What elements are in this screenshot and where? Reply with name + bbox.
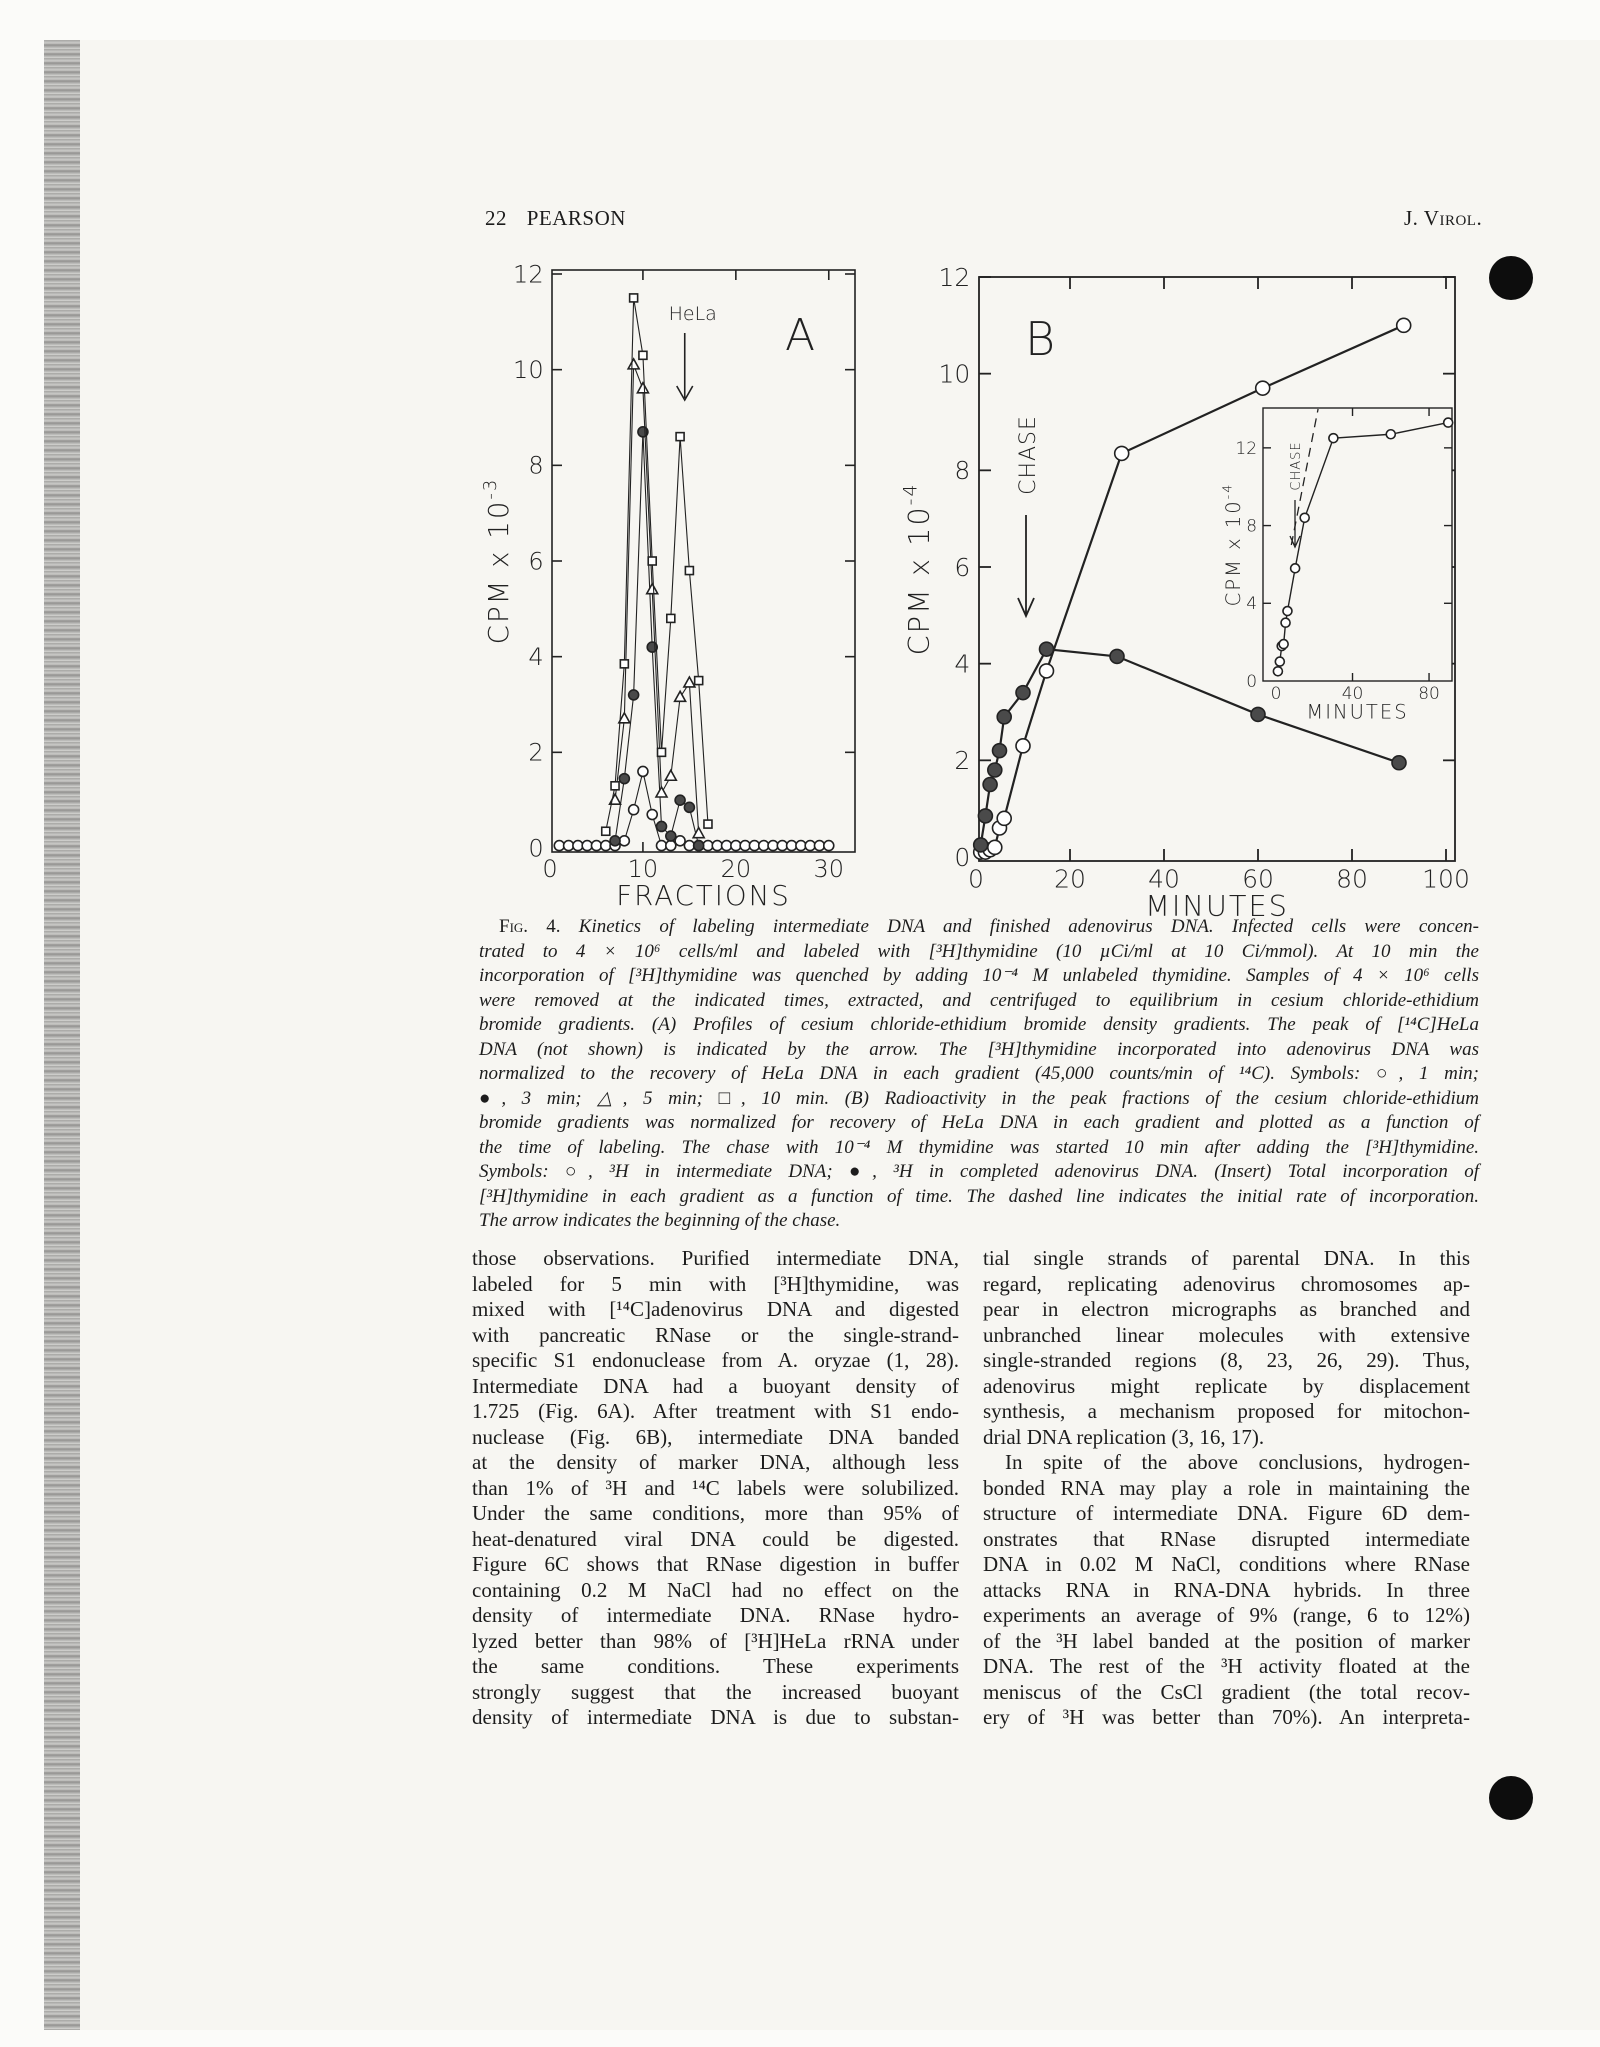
open-circle-marker [1016, 739, 1030, 753]
caption-line: incorporation of [³H]thymidine was quenched by adding 10⁻⁴ M unlabeled thymidine. Samples of 4 × 10⁶ cells [479, 965, 1479, 986]
body-text-line: meniscus of the CsCl gradient (the total recov- [983, 1679, 1470, 1704]
hela-arrow-icon [677, 333, 693, 400]
body-text-line: pear in electron micrographs as branched and [983, 1297, 1470, 1321]
x-axis-title: MINUTES [1306, 700, 1409, 724]
inset-chase-label: CHASE [1289, 441, 1304, 491]
page-number: 22 [485, 206, 507, 230]
y-tick-label: 4 [528, 643, 544, 672]
open-circle-marker [988, 840, 1002, 854]
caption-line: the time of labeling. The chase with 10⁻⁴ M thymidine was started 10 min after adding the [³H]thymidine. [479, 1136, 1479, 1158]
open-circle-marker [666, 841, 676, 851]
x-axis-title: FRACTIONS [616, 878, 791, 912]
square-marker [611, 782, 619, 790]
open-circle-marker [675, 836, 685, 846]
square-marker [676, 433, 684, 441]
open-circle-marker [1281, 618, 1290, 627]
x-tick-label: 80 [1336, 864, 1368, 894]
y-tick-label: 8 [1246, 516, 1258, 537]
square-marker [685, 567, 693, 575]
body-text-line: regard, replicating adenovirus chromosomes ap- [983, 1271, 1470, 1296]
y-tick-label: 10 [938, 359, 971, 389]
series-line [615, 432, 699, 846]
y-tick-label: 12 [1235, 438, 1258, 459]
y-axis-title-exponent: -3 [480, 477, 501, 500]
body-text-line: DNA in 0.02 M NaCl, conditions where RNase [983, 1552, 1470, 1576]
triangle-marker [656, 787, 667, 797]
x-tick-label: 100 [1422, 864, 1470, 894]
body-text-line: lyzed better than 98% of [³H]HeLa rRNA under [472, 1628, 959, 1653]
series-triangle [610, 359, 705, 838]
open-circle-marker [1040, 664, 1054, 678]
square-marker [602, 827, 610, 835]
open-circle-marker [997, 811, 1011, 825]
y-tick-label: 0 [1246, 671, 1258, 692]
filled-circle-marker [610, 836, 620, 846]
open-circle-marker [824, 841, 834, 851]
square-marker [667, 614, 675, 622]
x-tick-label: 80 [1418, 683, 1440, 704]
caption-line: bromide gradients. (A) Profiles of cesium chloride-ethidium bromide density gradients. The peak of [¹⁴C]HeLa [479, 1014, 1479, 1035]
triangle-marker [684, 677, 695, 687]
body-text-line: unbranched linear molecules with extensive [983, 1322, 1470, 1347]
y-axis-title-base: CPM x 10 [1222, 499, 1245, 607]
filled-circle-marker [1110, 649, 1124, 663]
square-marker [620, 660, 628, 668]
caption-line: Symbols: ○, ³H in intermediate DNA; ●, ³H in completed adenovirus DNA. (Insert) Total incorporation of [479, 1161, 1479, 1182]
open-circle-marker [1115, 446, 1129, 460]
panel-label-b: B [1024, 312, 1056, 366]
filled-circle-marker [974, 838, 988, 852]
filled-circle-marker [988, 763, 1002, 777]
body-text-line: synthesis, a mechanism proposed for mitochon- [983, 1399, 1470, 1423]
triangle-marker [647, 584, 658, 594]
open-circle-marker [629, 805, 639, 815]
filled-circle-marker [666, 831, 676, 841]
x-tick-label: 0 [542, 855, 558, 884]
body-text-line: ery of ³H was better than 70%). An interpreta- [983, 1705, 1470, 1729]
triangle-marker [665, 770, 676, 780]
body-text-line: containing 0.2 M NaCl had no effect on the [472, 1577, 959, 1602]
body-text-line: heat-denatured viral DNA could be digested. [472, 1526, 959, 1551]
body-column-right [983, 1246, 1470, 1731]
square-marker [630, 294, 638, 302]
caption-line: normalized to the recovery of HeLa DNA in each gradient (45,000 counts/min of ¹⁴C). Symbols: ○, 1 min; [479, 1063, 1479, 1084]
y-axis-title-base: CPM x 10 [482, 499, 515, 645]
body-text-line: than 1% of ³H and ¹⁴C labels were solubilized. [472, 1475, 959, 1500]
y-tick-label: 10 [513, 356, 544, 385]
caption-line: DNA (not shown) is indicated by the arrow. The [³H]thymidine incorporated into adenovirus DNA was [479, 1038, 1479, 1060]
body-text-line: nuclease (Fig. 6B), intermediate DNA banded [472, 1424, 959, 1449]
y-axis-title [1221, 483, 1246, 607]
y-axis-title-exponent: -4 [1220, 482, 1236, 500]
body-text-line: structure of intermediate DNA. Figure 6D dem- [983, 1501, 1470, 1525]
triangle-marker [675, 691, 686, 701]
square-marker [648, 557, 656, 565]
filled-circle-marker [1251, 707, 1265, 721]
chase-arrow-icon [1018, 515, 1034, 616]
y-tick-label: 8 [528, 451, 544, 480]
filled-circle-marker [694, 841, 704, 851]
x-tick-label: 0 [1270, 683, 1282, 704]
body-text-line: Intermediate DNA had a buoyant density of [472, 1373, 959, 1398]
open-circle-marker [1444, 418, 1453, 427]
y-tick-label: 2 [954, 746, 971, 776]
inset-chart [1221, 408, 1453, 723]
x-tick-label: 20 [1054, 864, 1086, 894]
y-tick-label: 0 [954, 842, 971, 872]
caption-line: trated to 4 × 10⁶ cells/ml and labeled with [³H]thymidine (10 µCi/ml at 10 Ci/mmol). At 10 min the [479, 940, 1479, 962]
body-text-line: density of intermediate DNA is due to substan- [472, 1705, 959, 1729]
body-text-line: drial DNA replication (3, 16, 17). [983, 1424, 1265, 1449]
body-text-line: specific S1 endonuclease from A. oryzae (1, 28). [472, 1348, 959, 1372]
body-column-left [472, 1246, 959, 1731]
body-text-line: the same conditions. These experiments [472, 1654, 959, 1678]
body-text-line: onstrates that RNase disrupted intermediate [983, 1526, 1470, 1551]
x-tick-label: 0 [968, 864, 984, 894]
open-circle-marker [1279, 640, 1288, 649]
x-tick-label: 30 [813, 855, 845, 884]
journal-name: J. Virol. [1404, 206, 1483, 230]
filled-circle-marker [983, 778, 997, 792]
hela-label: HeLa [668, 303, 717, 325]
y-tick-label: 0 [528, 834, 544, 863]
filled-circle-marker [1392, 756, 1406, 770]
y-axis-title-base: CPM x 10 [902, 505, 936, 656]
y-tick-label: 2 [528, 738, 544, 767]
open-circle-marker [1275, 657, 1284, 666]
caption-line: ●, 3 min; △, 5 min; □, 10 min. (B) Radioactivity in the peak fractions of the cesium chloride-ethidium [479, 1087, 1479, 1109]
panel-label-a: A [784, 310, 816, 361]
series-square [602, 294, 712, 835]
body-text-line: at the density of marker DNA, although less [472, 1450, 959, 1474]
open-circle-marker [1273, 667, 1282, 676]
panel-a-chart [480, 260, 855, 911]
filled-circle-marker [675, 795, 685, 805]
body-text-line: Figure 6C shows that RNase digestion in buffer [472, 1552, 959, 1576]
chase-label: CHASE [1016, 415, 1041, 495]
author-name: PEARSON [526, 206, 626, 230]
square-marker [658, 748, 666, 756]
body-text-line: In spite of the above conclusions, hydrogen- [1005, 1450, 1470, 1474]
y-axis-title [480, 478, 515, 645]
y-tick-label: 12 [513, 260, 544, 289]
body-text-line: strongly suggest that the increased buoyant [472, 1679, 959, 1704]
filled-circle-marker [978, 809, 992, 823]
y-axis-title-exponent: -4 [900, 482, 922, 506]
open-circle-marker [1300, 513, 1309, 522]
caption-line: [³H]thymidine in each gradient as a function of time. The dashed line indicates the initial rate of incorporation. [479, 1185, 1479, 1207]
caption-text: Kinetics of labeling intermediate DNA and finished adenovirus DNA. Infected cells were concen- [560, 916, 1479, 937]
x-tick-label: 20 [720, 855, 752, 884]
filled-circle-marker [1040, 642, 1054, 656]
y-tick-label: 6 [528, 547, 544, 576]
y-tick-label: 12 [938, 262, 971, 292]
body-text-line: adenovirus might replicate by displacement [983, 1373, 1470, 1398]
filled-circle-marker [993, 744, 1007, 758]
y-tick-label: 6 [954, 552, 971, 582]
series-line [615, 365, 699, 834]
body-text-line: Under the same conditions, more than 95% of [472, 1501, 959, 1525]
triangle-marker [628, 359, 639, 369]
x-tick-label: 10 [627, 855, 659, 884]
body-text-line: with pancreatic RNase or the single-strand- [472, 1322, 959, 1347]
body-text-line: 1.725 (Fig. 6A). After treatment with S1 endo- [472, 1399, 959, 1423]
open-circle-marker [1291, 564, 1300, 573]
open-circle-marker [647, 810, 657, 820]
open-circle-marker [638, 766, 648, 776]
square-marker [695, 677, 703, 685]
square-marker [704, 820, 712, 828]
body-text-line: tial single strands of parental DNA. In this [983, 1246, 1470, 1270]
y-tick-label: 4 [954, 649, 971, 679]
filled-circle-marker [657, 821, 667, 831]
y-axis-title [901, 483, 937, 656]
caption-line: bromide gradients was normalized for recovery of HeLa DNA in each gradient and plotted as a function of [479, 1112, 1479, 1133]
open-circle-marker [1386, 430, 1395, 439]
square-marker [639, 351, 647, 359]
body-text-line: single-stranded regions (8, 23, 26, 29). Thus, [983, 1348, 1470, 1372]
body-text-line: those observations. Purified intermediate DNA, [472, 1246, 959, 1270]
body-text-line: experiments an average of 9% (range, 6 to 12%) [983, 1603, 1470, 1627]
triangle-marker [637, 383, 648, 393]
y-tick-label: 4 [1246, 594, 1258, 615]
x-tick-label: 40 [1148, 864, 1180, 894]
x-tick-label: 40 [1341, 683, 1364, 704]
filled-circle-marker [684, 802, 694, 812]
body-text-line: attacks RNA in RNA-DNA hybrids. In three [983, 1577, 1470, 1602]
open-circle-marker [1283, 607, 1292, 616]
figure-label: Fig. 4. [499, 916, 561, 937]
open-circle-marker [1397, 318, 1411, 332]
filled-circle-marker [629, 690, 639, 700]
open-circle-marker [1329, 434, 1338, 443]
body-text-line: mixed with [¹⁴C]adenovirus DNA and digested [472, 1297, 959, 1321]
filled-circle-marker [997, 710, 1011, 724]
filled-circle-marker [1016, 686, 1030, 700]
x-axis-title: MINUTES [1145, 889, 1289, 923]
body-text-line: DNA. The rest of the ³H activity floated at the [983, 1654, 1470, 1678]
caption-line [479, 915, 1479, 940]
body-text-line: bonded RNA may play a role in maintaining the [983, 1475, 1470, 1500]
caption-line: The arrow indicates the beginning of the chase. [479, 1210, 841, 1231]
figure-caption [479, 915, 1479, 1234]
body-text-line: of the ³H label banded at the position of marker [983, 1628, 1470, 1653]
x-tick-label: 60 [1242, 864, 1274, 894]
body-text-line: labeled for 5 min with [³H]thymidine, was [472, 1271, 959, 1296]
y-tick-label: 8 [954, 456, 971, 486]
filled-circle-marker [619, 774, 629, 784]
open-circle-marker [1256, 381, 1270, 395]
caption-line: were removed at the indicated times, extracted, and centrifuged to equilibrium in cesium chloride-ethidium [479, 989, 1479, 1011]
series-filled-circle [610, 427, 704, 851]
body-text-line: density of intermediate DNA. RNase hydro- [472, 1603, 959, 1627]
